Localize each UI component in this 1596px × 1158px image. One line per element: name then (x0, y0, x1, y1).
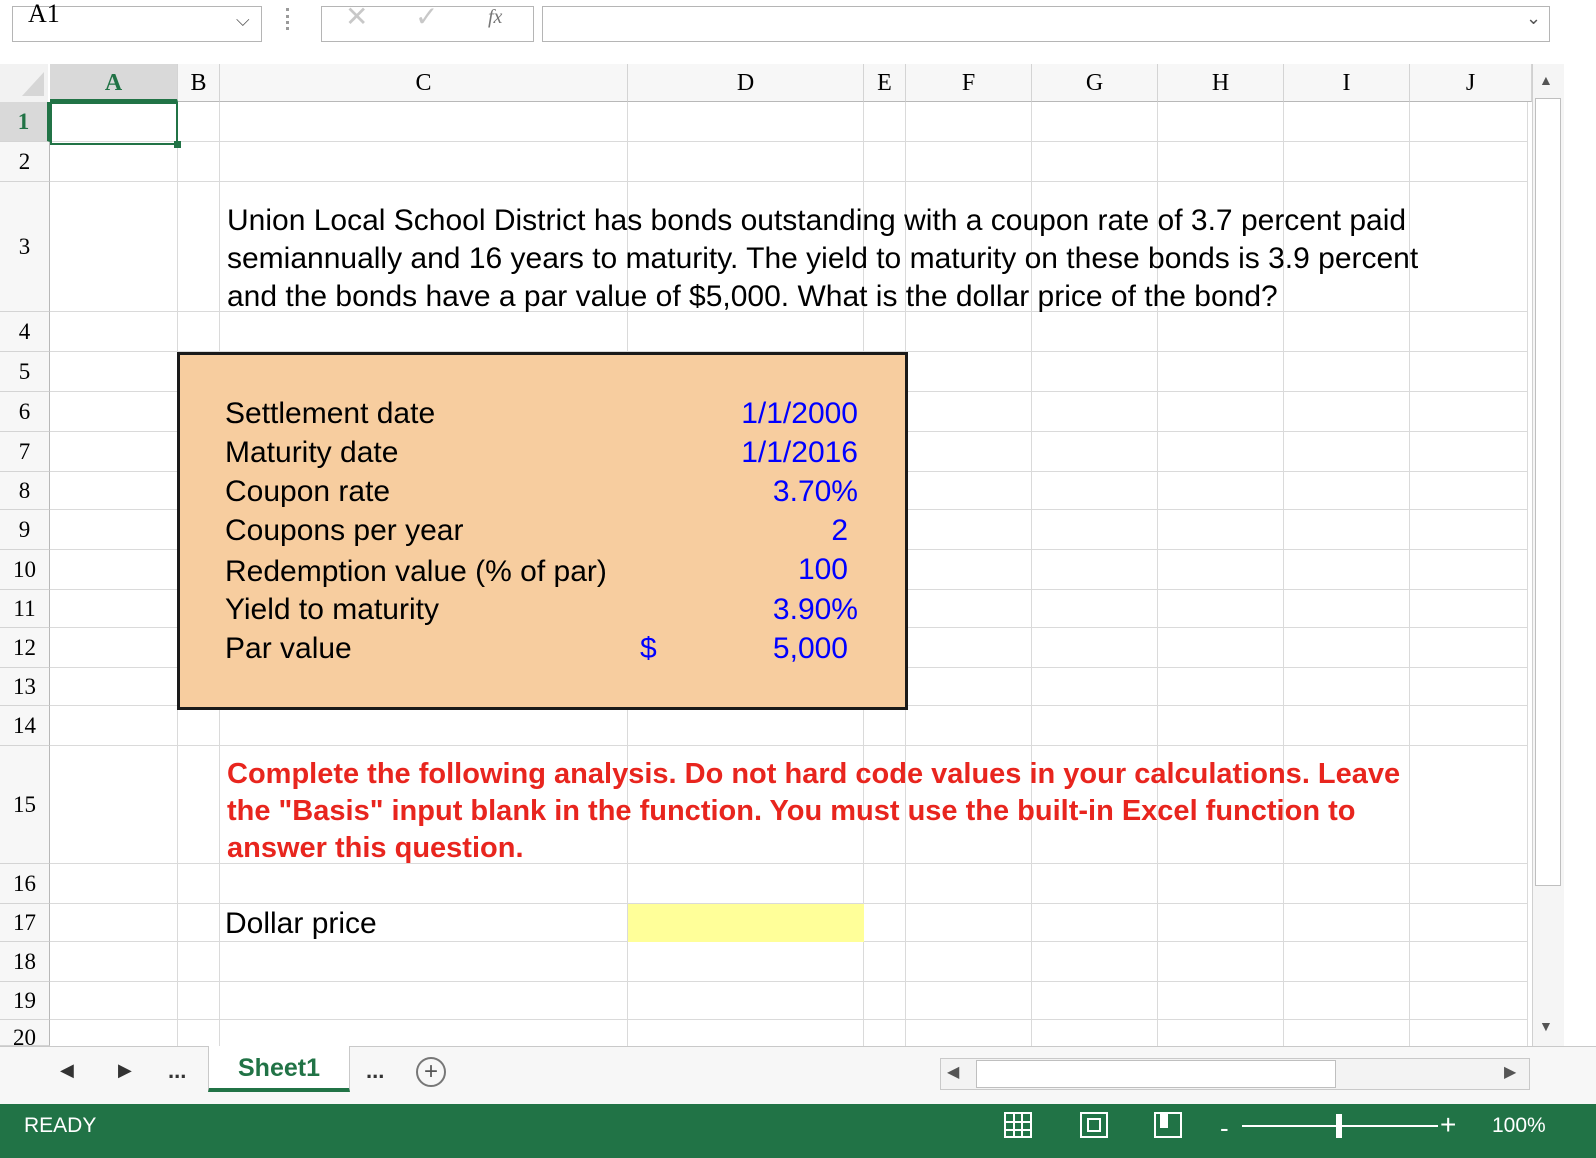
row-header-11[interactable]: 11 (0, 590, 50, 628)
column-header-e[interactable]: E (864, 64, 906, 102)
scroll-down-icon[interactable]: ▼ (1539, 1018, 1553, 1034)
row-header-18[interactable]: 18 (0, 942, 50, 982)
instruction-line-2: the "Basis" input blank in the function. You must use the built-in Excel function to (227, 795, 1356, 827)
row-header-14[interactable]: 14 (0, 706, 50, 746)
status-bar (0, 1104, 1596, 1158)
input-label-yield-to-maturity: Yield to maturity (225, 593, 439, 626)
prev-sheet-icon[interactable]: ◀ (60, 1060, 74, 1080)
row-header-7[interactable]: 7 (0, 432, 50, 472)
cancel-icon[interactable]: ✕ (345, 1, 369, 32)
row-header-13[interactable]: 13 (0, 668, 50, 706)
problem-line-3: and the bonds have a par value of $5,000. What is the dollar price of the bond? (227, 280, 1278, 313)
row-header-2[interactable]: 2 (0, 142, 50, 182)
zoom-in-icon[interactable]: + (1440, 1109, 1457, 1140)
enter-check-icon[interactable]: ✓ (415, 1, 439, 32)
column-header-b[interactable]: B (178, 64, 220, 102)
input-label-coupons-per-year: Coupons per year (225, 514, 464, 547)
input-label-par-value: Par value (225, 632, 352, 665)
add-sheet-icon[interactable]: + (416, 1057, 446, 1087)
input-value-par-value[interactable]: 5,000 (772, 632, 848, 665)
name-box-value: A1 (28, 0, 60, 28)
par-value-currency-symbol: $ (640, 632, 657, 665)
input-label-coupon-rate: Coupon rate (225, 475, 391, 508)
row-header-12[interactable]: 12 (0, 628, 50, 668)
row-header-16[interactable]: 16 (0, 864, 50, 904)
input-label-settlement-date: Settlement date (225, 397, 436, 430)
input-label-maturity-date: Maturity date (225, 436, 399, 469)
row-header-1[interactable]: 1 (0, 102, 50, 142)
sheet-tab-label: Sheet1 (238, 1054, 320, 1082)
sheet-overflow-left[interactable]: ... (168, 1058, 187, 1083)
select-all-icon (22, 72, 44, 96)
input-value-coupon-rate[interactable]: 3.70% (772, 475, 858, 508)
row-header-15[interactable]: 15 (0, 746, 50, 864)
row-header-5[interactable]: 5 (0, 352, 50, 392)
formula-input[interactable] (542, 6, 1550, 42)
column-header-h[interactable]: H (1158, 64, 1284, 102)
scroll-up-icon[interactable]: ▲ (1539, 72, 1553, 88)
zoom-slider-thumb[interactable] (1336, 1114, 1342, 1138)
active-cell-a1[interactable] (50, 102, 178, 145)
row-header-10[interactable]: 10 (0, 550, 50, 590)
input-label-redemption-value: Redemption value (% of par) (225, 555, 607, 588)
horizontal-scroll-thumb[interactable] (976, 1060, 1336, 1088)
input-value-maturity-date[interactable]: 1/1/2016 (741, 436, 858, 469)
column-header-a[interactable]: A (50, 64, 178, 102)
problem-line-1: Union Local School District has bonds outstanding with a coupon rate of 3.7 percent paid (227, 204, 1407, 237)
row-header-17[interactable]: 17 (0, 904, 50, 942)
row-header-20[interactable]: 20 (0, 1020, 50, 1046)
column-header-c[interactable]: C (220, 64, 628, 102)
problem-line-2: semiannually and 16 years to maturity. The yield to maturity on these bonds is 3.9 percent (227, 242, 1419, 275)
insert-function-icon[interactable]: fx (488, 6, 503, 28)
input-value-settlement-date[interactable]: 1/1/2000 (741, 397, 858, 430)
column-header-i[interactable]: I (1284, 64, 1410, 102)
zoom-out-icon[interactable]: - (1220, 1113, 1229, 1143)
row-header-6[interactable]: 6 (0, 392, 50, 432)
column-header-g[interactable]: G (1032, 64, 1158, 102)
column-header-d[interactable]: D (628, 64, 864, 102)
zoom-level[interactable]: 100% (1492, 1114, 1546, 1137)
scroll-left-icon[interactable]: ◀ (947, 1064, 960, 1081)
page-layout-view-icon[interactable] (1080, 1112, 1108, 1138)
next-sheet-icon[interactable]: ▶ (118, 1060, 132, 1080)
row-header-4[interactable]: 4 (0, 312, 50, 352)
column-header-f[interactable]: F (906, 64, 1032, 102)
scroll-right-icon[interactable]: ▶ (1504, 1064, 1517, 1081)
normal-view-icon[interactable] (1004, 1112, 1032, 1138)
formula-expand-icon[interactable]: ⌄ (1526, 8, 1542, 28)
row-header-19[interactable]: 19 (0, 982, 50, 1020)
fill-handle[interactable] (174, 141, 181, 148)
column-header-j[interactable]: J (1410, 64, 1532, 102)
sheet-overflow-right[interactable]: ... (366, 1058, 385, 1083)
row-header-9[interactable]: 9 (0, 510, 50, 550)
answer-cell-dollar-price[interactable] (628, 904, 864, 942)
vertical-scroll-thumb[interactable] (1535, 98, 1561, 886)
row-header-3[interactable]: 3 (0, 182, 50, 312)
input-value-redemption-value[interactable]: 100 (797, 553, 848, 586)
input-value-coupons-per-year[interactable]: 2 (831, 514, 848, 547)
instruction-line-3: answer this question. (227, 832, 524, 864)
answer-label: Dollar price (225, 907, 377, 940)
input-value-yield-to-maturity[interactable]: 3.90% (772, 593, 858, 626)
instruction-line-1: Complete the following analysis. Do not hard code values in your calculations. Leave (227, 758, 1401, 790)
formula-bar-grip-icon[interactable] (286, 8, 293, 30)
page-break-preview-icon[interactable] (1154, 1112, 1182, 1138)
name-box-dropdown-icon[interactable]: ⌵ (236, 10, 250, 30)
status-mode: READY (24, 1114, 97, 1137)
row-header-8[interactable]: 8 (0, 472, 50, 510)
